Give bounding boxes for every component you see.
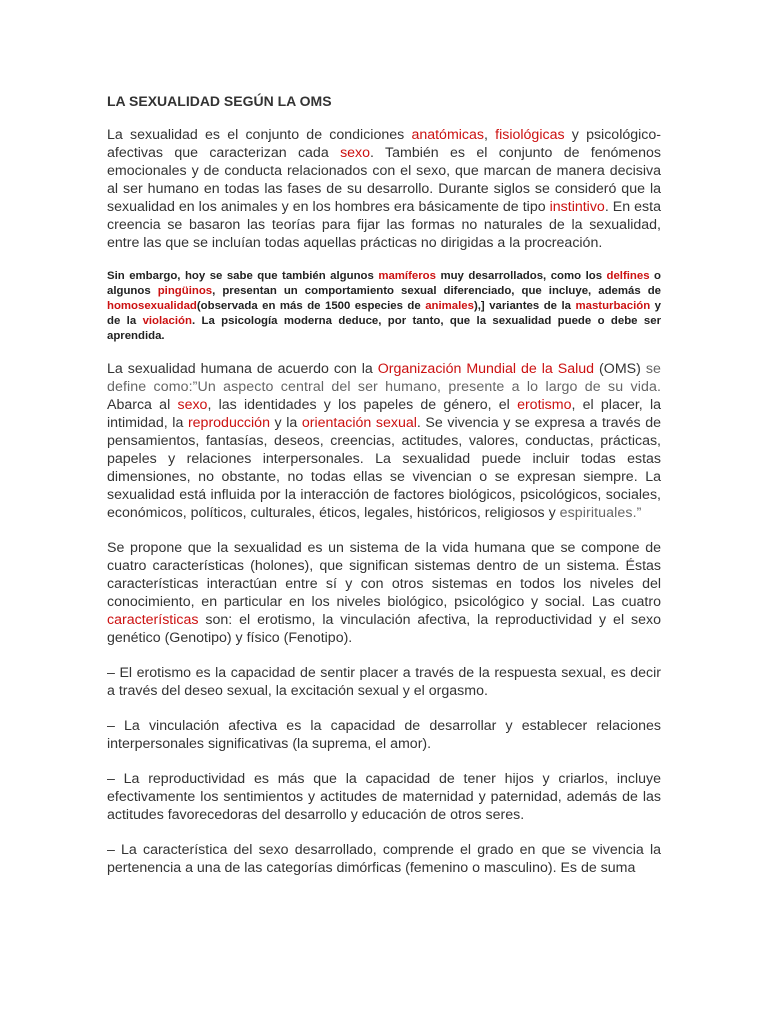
paragraph-definition bbox=[107, 126, 661, 252]
text-run: , el placer, la intimidad, la bbox=[107, 397, 661, 431]
text-run: muy desarrollados, como los bbox=[435, 270, 607, 282]
link-sexo[interactable]: sexo bbox=[340, 145, 371, 161]
link-reproduccion[interactable]: reproducción bbox=[187, 415, 270, 431]
link-sexo-2[interactable]: sexo bbox=[177, 397, 208, 413]
paragraph-vinculacion: – La vinculación afectiva es la capacidad de desarrollar y establecer relaciones interpersonales significativas (la suprema, el amor). bbox=[107, 718, 661, 752]
text-run: , presentan un comportamiento sexual diferenciado, que incluye, además de bbox=[212, 285, 661, 297]
text-run: . Se vivencia y se expresa a través de pensamientos, fantasías, deseos, creencias, actitudes, valores, conductas, prácticas, papeles y relaciones interpersonales. La sexualidad puede incluir todas estas dimensiones, no obstante, no todas ellas se vivencian o se expresan siempre. La sexualidad está influida por la interacción de factores biológicos, psicológicos, sociales, económicos, políticos, culturales, éticos, legales, históricos, religiosos y bbox=[107, 415, 661, 521]
link-erotismo[interactable]: erotismo bbox=[517, 397, 572, 413]
text-run: o algunos bbox=[107, 270, 662, 297]
paragraph-sexo-desarrollado: – La característica del sexo desarrollado, comprende el grado en que se vivencia la pertenencia a una de las categorías dimórficas (femenino o masculino). Es de suma bbox=[107, 842, 661, 876]
link-animales[interactable]: animales bbox=[425, 300, 474, 312]
text-run: La sexualidad humana de acuerdo con la bbox=[107, 361, 378, 377]
page-title: LA SEXUALIDAD SEGÚN LA OMS bbox=[107, 93, 332, 109]
paragraph-animals bbox=[107, 269, 661, 344]
quote-run: espirituales.” bbox=[559, 505, 642, 521]
link-fisiologicas[interactable]: fisiológicas bbox=[495, 127, 565, 143]
link-instintivo[interactable]: instintivo bbox=[549, 199, 605, 215]
text-run: , bbox=[484, 127, 496, 143]
link-masturbacion[interactable]: masturbación bbox=[575, 300, 651, 312]
text-run: ),] variantes de la bbox=[473, 300, 576, 312]
link-oms[interactable]: Organización Mundial de la Salud bbox=[377, 361, 595, 377]
paragraph-reproductividad: – La reproductividad es más que la capacidad de tener hijos y criarlos, incluye efectivamente los sentimientos y actitudes de maternidad y paternidad, además de las actitudes favorecedoras del desarrollo y educación de otros seres. bbox=[107, 771, 661, 823]
link-delfines[interactable]: delfines bbox=[606, 270, 650, 282]
paragraph-oms bbox=[107, 360, 661, 522]
text-run: . En esta creencia se basaron las teorías para fijar las formas no naturales de la sexualidad, entre las que se incluían todas aquellas prácticas no dirigidas a la procreación. bbox=[107, 199, 661, 251]
text-run: Abarca al bbox=[107, 397, 178, 413]
text-run: y la bbox=[269, 415, 302, 431]
link-violacion[interactable]: violación bbox=[142, 315, 192, 327]
text-run: , las identidades y los papeles de género, el bbox=[207, 397, 518, 413]
text-run: Sin embargo, hoy se sabe que también algunos bbox=[107, 270, 379, 282]
text-run: . La psicología moderna deduce, por tanto, que la sexualidad puede o debe ser aprendida. bbox=[107, 315, 661, 342]
text-run: . También es el conjunto de fenómenos emocionales y de conducta relacionados con el sexo, que marcan de manera decisiva al ser humano en todas las fases de su desarrollo. Durante siglos se consideró que la sexualidad en los animales y en los hombres era básicamente de tipo bbox=[107, 145, 662, 215]
link-anatomicas[interactable]: anatómicas bbox=[411, 127, 484, 143]
text-run: y psicológico-afectivas que caracterizan cada bbox=[107, 127, 661, 161]
text-run: La sexualidad es el conjunto de condiciones bbox=[107, 127, 412, 143]
text-run: son: el erotismo, la vinculación afectiva, la reproductividad y el sexo genético (Genotipo) y físico (Fenotipo). bbox=[107, 612, 661, 646]
link-orientacion-sexual[interactable]: orientación sexual bbox=[301, 415, 417, 431]
text-run: (observada en más de 1500 especies de bbox=[196, 300, 426, 312]
text-run: (OMS) bbox=[594, 361, 646, 377]
link-homosexualidad[interactable]: homosexualidad bbox=[107, 300, 197, 312]
link-caracteristicas[interactable]: características bbox=[107, 612, 199, 628]
text-run: Se propone que la sexualidad es un sistema de la vida humana que se compone de cuatro características (holones), que significan sistemas dentro de un sistema. Éstas características interactúan entre sí y con otros sistemas en todos los niveles del conocimiento, en particular en los niveles biológico, psicológico y social. Las cuatro bbox=[107, 540, 661, 610]
paragraph-erotismo: – El erotismo es la capacidad de sentir placer a través de la respuesta sexual, es decir a través del deseo sexual, la excitación sexual y el orgasmo. bbox=[107, 665, 661, 699]
link-pinguinos[interactable]: pingüinos bbox=[157, 285, 213, 297]
document-page bbox=[107, 92, 661, 877]
text-run: y de la bbox=[107, 300, 662, 327]
quote-run: se define como:”Un aspecto central del ser humano, presente a lo largo de su vida. bbox=[107, 361, 661, 395]
paragraph-holones bbox=[107, 539, 661, 647]
link-mamiferos[interactable]: mamíferos bbox=[378, 270, 436, 282]
